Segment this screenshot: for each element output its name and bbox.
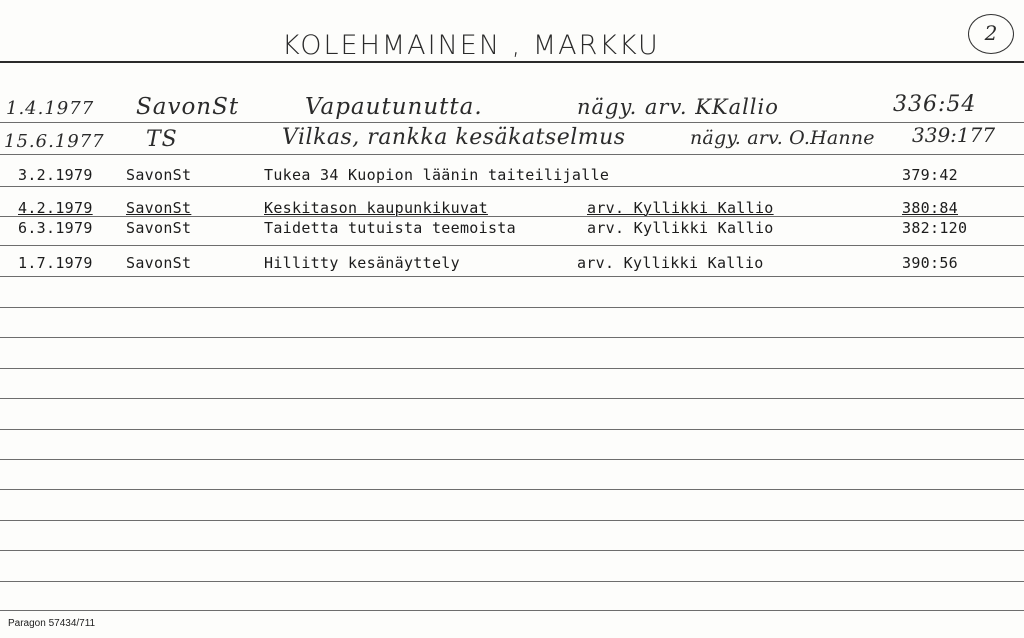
ruled-line xyxy=(0,245,1024,246)
ruled-line xyxy=(0,459,1024,460)
header-rule xyxy=(0,61,1024,63)
ruled-line xyxy=(0,610,1024,611)
typed-title: Hillitty kesänäyttely xyxy=(264,254,460,272)
hw-date: 1.4.1977 xyxy=(6,98,95,119)
typed-paper: SavonSt xyxy=(126,219,192,237)
card-number: 2 xyxy=(984,21,998,45)
ruled-line xyxy=(0,429,1024,430)
hw-title: Vapautunutta. xyxy=(305,94,483,120)
ruled-line xyxy=(0,122,1024,123)
typed-reviewer: arv. Kyllikki Kallio xyxy=(577,254,764,272)
typed-date: 4.2.1979 xyxy=(18,199,93,217)
typed-title: Keskitason kaupunkikuvat xyxy=(264,199,488,217)
hw-paper: SavonSt xyxy=(136,94,240,120)
typed-reviewer: arv. Kyllikki Kallio xyxy=(587,199,774,217)
card-footer: Paragon 57434/711 xyxy=(8,618,96,629)
typed-title: Taidetta tutuista teemoista xyxy=(264,219,516,237)
ruled-line xyxy=(0,398,1024,399)
ruled-line xyxy=(0,154,1024,155)
typed-ref: 390:56 xyxy=(902,254,958,272)
hw-note: nägy. arv. O.Hanne xyxy=(690,127,875,149)
ruled-line xyxy=(0,186,1024,187)
hw-note: nägy. arv. KKallio xyxy=(577,95,779,119)
typed-paper: SavonSt xyxy=(126,166,192,184)
ruled-line xyxy=(0,276,1024,277)
hw-title: Vilkas, rankka kesäkatselmus xyxy=(282,125,626,150)
typed-paper: SavonSt xyxy=(126,199,192,217)
typed-ref: 380:84 xyxy=(902,199,958,217)
typed-date: 3.2.1979 xyxy=(18,166,93,184)
typed-ref: 379:42 xyxy=(902,166,958,184)
typed-ref: 382:120 xyxy=(902,219,968,237)
typed-date: 1.7.1979 xyxy=(18,254,93,272)
typed-date: 6.3.1979 xyxy=(18,219,93,237)
ruled-line xyxy=(0,368,1024,369)
hw-date: 15.6.1977 xyxy=(4,131,105,152)
ruled-line xyxy=(0,550,1024,551)
hw-ref: 339:177 xyxy=(912,123,996,147)
typed-reviewer: arv. Kyllikki Kallio xyxy=(587,219,774,237)
typed-title: Tukea 34 Kuopion läänin taiteilijalle xyxy=(264,166,610,184)
typed-paper: SavonSt xyxy=(126,254,192,272)
ruled-line xyxy=(0,581,1024,582)
ruled-line xyxy=(0,307,1024,308)
hw-paper: TS xyxy=(146,127,178,152)
card-number-circle xyxy=(968,14,1014,54)
ruled-line xyxy=(0,337,1024,338)
ruled-line xyxy=(0,520,1024,521)
card-header-name: KOLEHMAINEN , MARKKU xyxy=(282,30,660,61)
hw-ref: 336:54 xyxy=(893,92,977,117)
ruled-line xyxy=(0,489,1024,490)
